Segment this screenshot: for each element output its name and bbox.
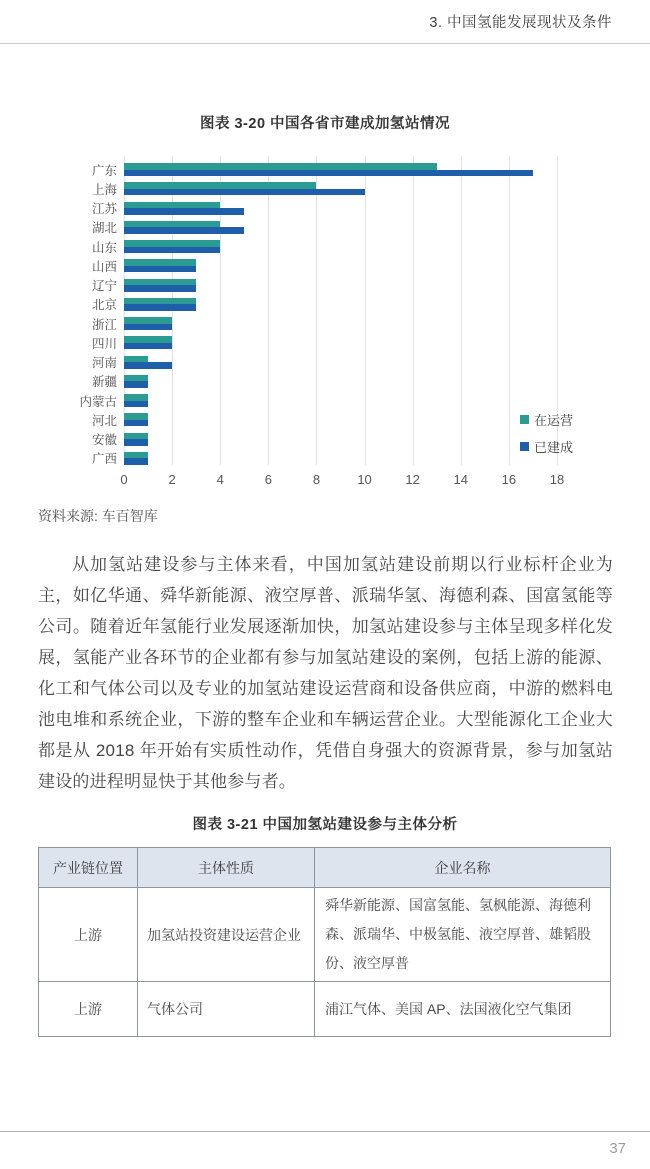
table-column-header: 产业链位置 bbox=[39, 848, 138, 888]
table-row bbox=[39, 888, 611, 982]
bar-built bbox=[124, 362, 172, 369]
table-cell: 加氢站投资建设运营企业 bbox=[138, 888, 315, 982]
category-label: 广东 bbox=[91, 163, 117, 178]
header-divider bbox=[0, 43, 650, 44]
table-header-row bbox=[39, 848, 611, 888]
bar-built bbox=[124, 189, 365, 196]
bar-built bbox=[124, 401, 148, 408]
bar-group bbox=[91, 202, 557, 217]
chart-x-axis bbox=[120, 472, 565, 490]
x-tick-label: 16 bbox=[501, 472, 517, 487]
bar-group bbox=[91, 182, 557, 197]
x-tick-label: 18 bbox=[549, 472, 565, 487]
table-title: 图表 3-21 中国加氢站建设参与主体分析 bbox=[192, 817, 458, 833]
bar-group bbox=[91, 163, 557, 178]
source-note: 资料来源: 车百智库 bbox=[38, 508, 158, 524]
table-row bbox=[39, 982, 611, 1037]
bar-built bbox=[124, 247, 220, 254]
table-cell: 气体公司 bbox=[138, 982, 315, 1037]
bar-built bbox=[124, 458, 148, 465]
page-number: 37 bbox=[609, 1140, 626, 1157]
bar-built bbox=[124, 208, 244, 215]
bar-group bbox=[91, 452, 557, 467]
legend-item bbox=[520, 410, 573, 429]
category-label: 上海 bbox=[91, 182, 117, 197]
x-tick-label: 4 bbox=[216, 472, 224, 487]
bar-group bbox=[91, 279, 557, 294]
bar-group bbox=[91, 317, 557, 332]
x-tick-label: 8 bbox=[312, 472, 321, 487]
table-column-header: 主体性质 bbox=[138, 848, 315, 888]
table-column-header: 企业名称 bbox=[315, 848, 611, 888]
category-label: 北京 bbox=[91, 298, 117, 313]
section-header: 3. 中国氢能发展现状及条件 bbox=[429, 15, 612, 31]
table-cell: 浦江气体、美国 AP、法国液化空气集团 bbox=[315, 982, 611, 1037]
category-label: 内蒙古 bbox=[79, 394, 117, 409]
bar-built bbox=[124, 420, 148, 427]
bar-group bbox=[91, 221, 557, 236]
bar-built bbox=[124, 439, 148, 446]
legend-label: 已建成 bbox=[533, 440, 573, 455]
bar-built bbox=[124, 227, 244, 234]
category-label: 四川 bbox=[91, 336, 117, 351]
table-cell: 上游 bbox=[39, 888, 138, 982]
bar-built bbox=[124, 170, 533, 177]
category-label: 江苏 bbox=[91, 202, 117, 217]
category-label: 河北 bbox=[91, 413, 117, 428]
bar-chart bbox=[79, 156, 573, 490]
legend-label: 在运营 bbox=[533, 413, 573, 428]
bar-group bbox=[91, 375, 557, 390]
bar-built bbox=[124, 304, 196, 311]
legend-swatch-icon bbox=[520, 442, 529, 451]
bar-group bbox=[91, 259, 557, 274]
category-label: 山西 bbox=[91, 259, 117, 274]
bar-group bbox=[91, 413, 557, 428]
footer-divider bbox=[0, 1131, 650, 1132]
category-label: 河南 bbox=[91, 356, 117, 371]
category-label: 湖北 bbox=[91, 221, 117, 236]
chart-title: 图表 3-20 中国各省市建成加氢站情况 bbox=[199, 116, 451, 132]
category-label: 安徽 bbox=[91, 433, 117, 448]
bar-built bbox=[124, 324, 172, 331]
legend-swatch-icon bbox=[520, 415, 529, 424]
category-label: 辽宁 bbox=[91, 279, 117, 294]
category-label: 山东 bbox=[91, 240, 117, 255]
x-tick-label: 12 bbox=[405, 472, 420, 487]
bar-group bbox=[91, 356, 557, 371]
body-paragraph: 从加氢站建设参与主体来看，中国加氢站建设前期以行业标杆企业为主，如亿华通、舜华新能源、液空厚普、派瑞华氢、海德利森、国富氢能等公司。随着近年氢能行业发展逐渐加快，加氢站建设参与主体呈现多样化发展，氢能产业各环节的企业都有参与加氢站建设的案例，包括上游的能源、化工和气体公司以及专业的加氢站建设运营商和设备供应商，中游的燃料电池电堆和系统企业，下游的整车企业和车辆运营企业。大型能源化工企业大都是从 2018 年开始有实质性动作，凭借自身强大的资源背景，参与加氢站建设的进程明显快于其他参与者。 bbox=[38, 555, 613, 791]
category-label: 新疆 bbox=[91, 375, 117, 390]
x-tick-label: 2 bbox=[168, 472, 176, 487]
bar-built bbox=[124, 285, 196, 292]
table-cell: 舜华新能源、国富氢能、氢枫能源、海德利森、派瑞华、中极氢能、液空厚普、雄韬股份、液空厚普 bbox=[315, 888, 611, 982]
bar-group bbox=[91, 336, 557, 351]
chart-legend bbox=[520, 410, 573, 456]
x-tick-label: 14 bbox=[453, 472, 468, 487]
bar-built bbox=[124, 343, 172, 350]
analysis-table bbox=[38, 847, 611, 1037]
bar-group bbox=[79, 394, 557, 409]
bar-built bbox=[124, 266, 196, 273]
x-tick-label: 10 bbox=[357, 472, 372, 487]
category-label: 广西 bbox=[91, 452, 117, 467]
chart-bars bbox=[79, 163, 557, 467]
x-tick-label: 6 bbox=[264, 472, 272, 487]
bar-group bbox=[91, 240, 557, 255]
x-tick-label: 0 bbox=[120, 472, 128, 487]
category-label: 浙江 bbox=[91, 317, 117, 332]
bar-group bbox=[91, 433, 557, 448]
legend-item bbox=[520, 437, 573, 456]
table-cell: 上游 bbox=[39, 982, 138, 1037]
bar-group bbox=[91, 298, 557, 313]
bar-built bbox=[124, 381, 148, 388]
